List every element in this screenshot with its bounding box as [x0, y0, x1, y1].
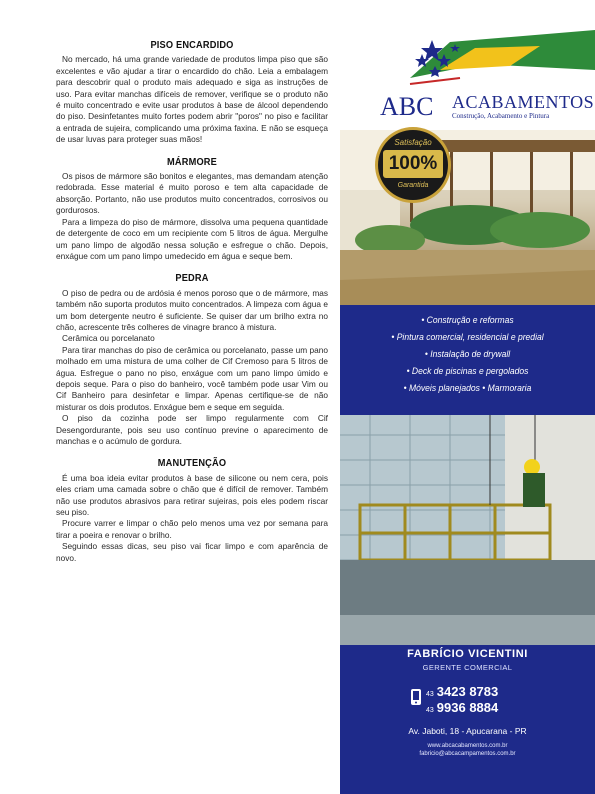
- scaffold-illustration: [340, 415, 595, 645]
- subheading: Cerâmica ou porcelanato: [62, 333, 155, 344]
- website-link[interactable]: www.abcacabamentos.com.br: [427, 743, 508, 749]
- article-column: [56, 40, 328, 575]
- badge-percent: 100%: [383, 150, 443, 178]
- paragraph: Para a limpeza do piso de mármore, dissolva uma pequena quantidade de detergente de coco em um recipiente com 5 litros de água. Mergulhe um pano limpo de algodão nessa solução e esfregue o chão. Depois, enxágue com um pano limpo umedecido em água e seque bem.: [56, 216, 328, 261]
- service-item: • Deck de piscinas e pergolados: [406, 366, 529, 376]
- phone-number: 9936 8884: [436, 700, 499, 715]
- advertisement: [340, 0, 595, 794]
- phone-line-2[interactable]: [426, 700, 498, 715]
- paragraph: No mercado, há uma grande variedade de produtos limpa piso que são excelentes e vão ajudar a tirar o encardido do chão. Leia a embalagem para descobrir qual o produto mais adequado e siga as instruções de uso. Para evitar manchas difíceis de remover, verifique se o produto não é muito concentrado e evite usar produtos à base de álcool dependendo do piso. Desinfetantes muito fortes podem abrir "poros" no piso e facilitar a entrada de sujeira, complicando uma próxima faxina. E não se esqueça de usar luvas para proteger suas mãos!: [56, 54, 328, 145]
- section-title: MÁRMORE: [167, 155, 217, 168]
- email-link[interactable]: fabricio@abcacampamentos.com.br: [419, 751, 516, 757]
- phone-line-1[interactable]: [426, 684, 498, 699]
- contact-name: FABRÍCIO VICENTINI: [407, 648, 528, 660]
- brand-tagline: Construção, Acabamento e Pintura: [452, 112, 550, 120]
- paragraph: Para tirar manchas do piso de cerâmica ou porcelanato, passe um pano molhado em uma mistura de uma colher de Cif Cremoso para 5 litros de água. Esfregue o pano no piso, enxágue com um pano limpo úmido e depois seque. Para o piso do banheiro, você também pode usar Vim ou Cif Banheiro para desinfetar e limpar. Apenas certifique-se de não misturar os dois produtos. Enxágue bem e seque em seguida.: [56, 344, 328, 412]
- brand-name: ACABAMENTOS: [452, 92, 595, 112]
- contact-links: [340, 742, 595, 758]
- phone-icon: [410, 688, 422, 706]
- badge-top-text: Satisfação: [394, 138, 432, 147]
- area-code: 43: [426, 707, 434, 714]
- contact-address: Av. Jaboti, 18 - Apucarana - PR: [408, 726, 527, 736]
- section-piso-encardido: [56, 40, 328, 146]
- paragraph: Os pisos de mármore são bonitos e elegantes, mas demandam atenção redobrada. Esse material é muito poroso e tem alta capacidade de absorção. Portanto, não use produtos muito concentrados, corrosivos ou gordurosos.: [56, 171, 328, 216]
- section-marmore: [56, 157, 328, 263]
- service-item: • Construção e reformas: [421, 315, 514, 325]
- brand-logo-abc: ABC: [380, 92, 434, 121]
- section-title: PEDRA: [175, 272, 209, 285]
- services-list: [350, 312, 585, 397]
- service-item: • Instalação de drywall: [424, 349, 511, 359]
- contact-block: [340, 646, 595, 794]
- paragraph: Procure varrer e limpar o chão pelo menos uma vez por semana para tirar a poeira e renovar o brilho.: [56, 518, 328, 540]
- paragraph: Seguindo essas dicas, seu piso vai ficar limpo e com aparência de novo.: [56, 541, 328, 563]
- area-code: 43: [426, 691, 434, 698]
- ad-header: [340, 0, 595, 130]
- paragraph: O piso da cozinha pode ser limpo regularmente com Cif Desengordurante, pois seu uso contínuo previne o aparecimento de manchas e o acúmulo de gordura.: [56, 413, 328, 446]
- paragraph: O piso de pedra ou de ardósia é menos poroso que o de mármore, mas também não suporta produtos muito concentrados. A limpeza com água e um bom detergente neutro é suficiente. Se quiser dar um brilho extra no chão, acrescente três colheres de vinagre branco à mistura.: [56, 287, 328, 332]
- contact-role: GERENTE COMERCIAL: [422, 663, 513, 672]
- section-title: PISO ENCARDIDO: [150, 39, 234, 51]
- service-item: • Móveis planejados • Marmoraria: [403, 383, 532, 393]
- section-pedra: [56, 273, 328, 447]
- service-item: • Pintura comercial, residencial e predial: [391, 332, 544, 342]
- paragraph: É uma boa ideia evitar produtos à base de silicone ou nem cera, pois eles criam uma camada sobre o chão que é difícil de remover. Também não use produtos abrasivos para retirar sujeiras, pois eles podem riscar seu piso.: [56, 472, 328, 518]
- satisfaction-badge: [378, 130, 448, 200]
- phone-number: 3423 8783: [436, 684, 499, 699]
- badge-bottom-text: Garantida: [397, 182, 429, 189]
- construction-worker-photo: [340, 415, 595, 645]
- section-title: MANUTENÇÃO: [157, 457, 227, 470]
- section-manutencao: [56, 458, 328, 564]
